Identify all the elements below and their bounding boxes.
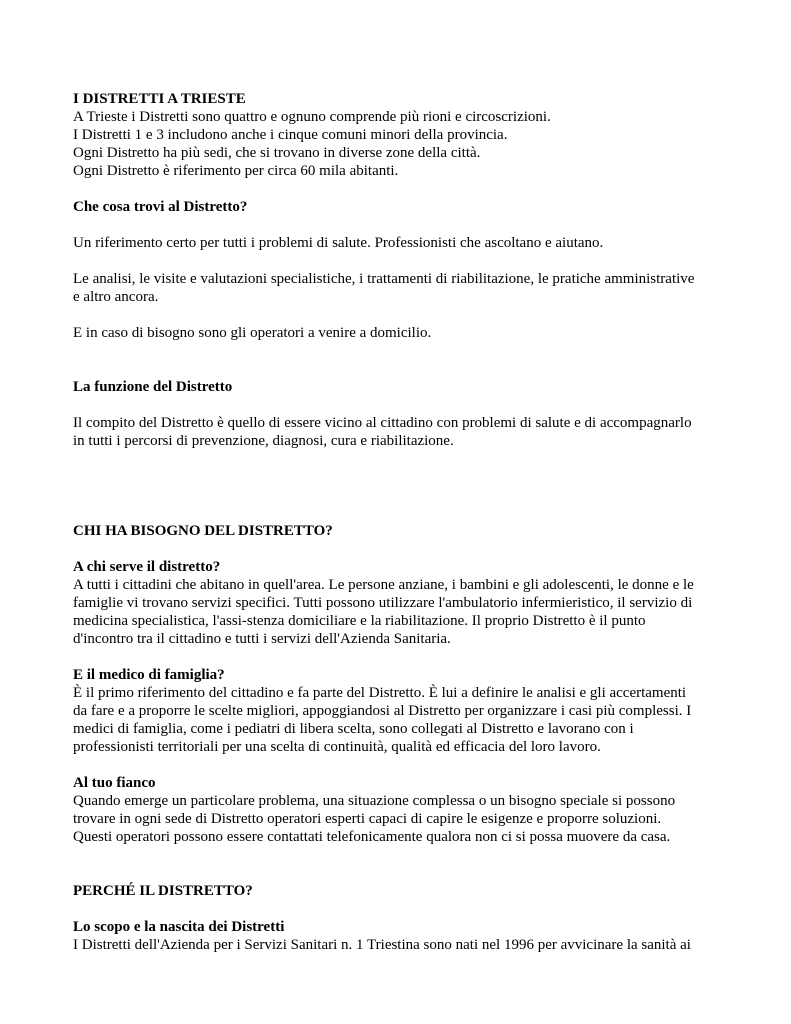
paragraph-line: I Distretti dell'Azienda per i Servizi Sanitari n. 1 Triestina sono nati nel 1996 per avvicinare la sanità ai [73,937,691,953]
paragraph-line: Ogni Distretto è riferimento per circa 60 mila abitanti. [73,163,399,179]
paragraph-line: Questi operatori possono essere contattati telefonicamente qualora non ci si possa muovere da casa. [73,829,671,845]
heading-a-chi-serve: A chi serve il distretto? [73,559,221,575]
paragraph-line: È il primo riferimento del cittadino e fa parte del Distretto. È lui a definire le analisi e gli accertamenti [73,685,687,701]
paragraph-line: I Distretti 1 e 3 includono anche i cinque comuni minori della provincia. [73,127,508,143]
paragraph-line: da fare e a proporre le scelte migliori, appoggiandosi al Distretto per organizzare i casi più complessi. I [73,703,692,719]
paragraph-line: Le analisi, le visite e valutazioni specialistiche, i trattamenti di riabilitazione, le pratiche amministrative [73,271,695,287]
paragraph-line: professionisti territoriali per una scelta di continuità, qualità ed efficacia del loro lavoro. [73,739,601,755]
paragraph-line: e altro ancora. [73,289,159,305]
paragraph-line: Un riferimento certo per tutti i problemi di salute. Professionisti che ascoltano e aiutano. [73,235,604,251]
paragraph-line: medicina specialistica, l'assi-stenza domiciliare e la riabilitazione. Il proprio Distretto è il punto [73,613,646,629]
paragraph-line: A tutti i cittadini che abitano in quell'area. Le persone anziane, i bambini e gli adolescenti, le donne e le [73,577,694,593]
heading-medico-famiglia: E il medico di famiglia? [73,667,225,683]
paragraph-line: medici di famiglia, come i pediatri di libera scelta, sono collegati al Distretto e lavorano con i [73,721,634,737]
section-title-perche-distretto: PERCHÉ IL DISTRETTO? [73,883,253,899]
paragraph-line: d'incontro tra il cittadino e tutti i servizi dell'Azienda Sanitaria. [73,631,451,647]
heading-funzione-distretto: La funzione del Distretto [73,379,233,395]
section-title-chi-ha-bisogno: CHI HA BISOGNO DEL DISTRETTO? [73,523,333,539]
section-title-distretti-trieste: I DISTRETTI A TRIESTE [73,91,246,107]
paragraph-line: famiglie vi trovano servizi specifici. Tutti possono utilizzare l'ambulatorio infermieristico, il servizio di [73,595,693,611]
paragraph-line: Il compito del Distretto è quello di essere vicino al cittadino con problemi di salute e di accompagnarlo [73,415,692,431]
paragraph-line: trovare in ogni sede di Distretto operatori esperti capaci di capire le esigenze e proporre soluzioni. [73,811,662,827]
paragraph-line: A Trieste i Distretti sono quattro e ognuno comprende più rioni e circoscrizioni. [73,109,551,125]
paragraph-line: in tutti i percorsi di prevenzione, diagnosi, cura e riabilitazione. [73,433,454,449]
heading-cosa-trovi: Che cosa trovi al Distretto? [73,199,248,215]
heading-al-tuo-fianco: Al tuo fianco [73,775,156,791]
heading-scopo-nascita: Lo scopo e la nascita dei Distretti [73,919,285,935]
paragraph-line: Ogni Distretto ha più sedi, che si trovano in diverse zone della città. [73,145,481,161]
document-page [73,90,723,954]
paragraph-line: E in caso di bisogno sono gli operatori a venire a domicilio. [73,325,432,341]
paragraph-line: Quando emerge un particolare problema, una situazione complessa o un bisogno speciale si possono [73,793,676,809]
